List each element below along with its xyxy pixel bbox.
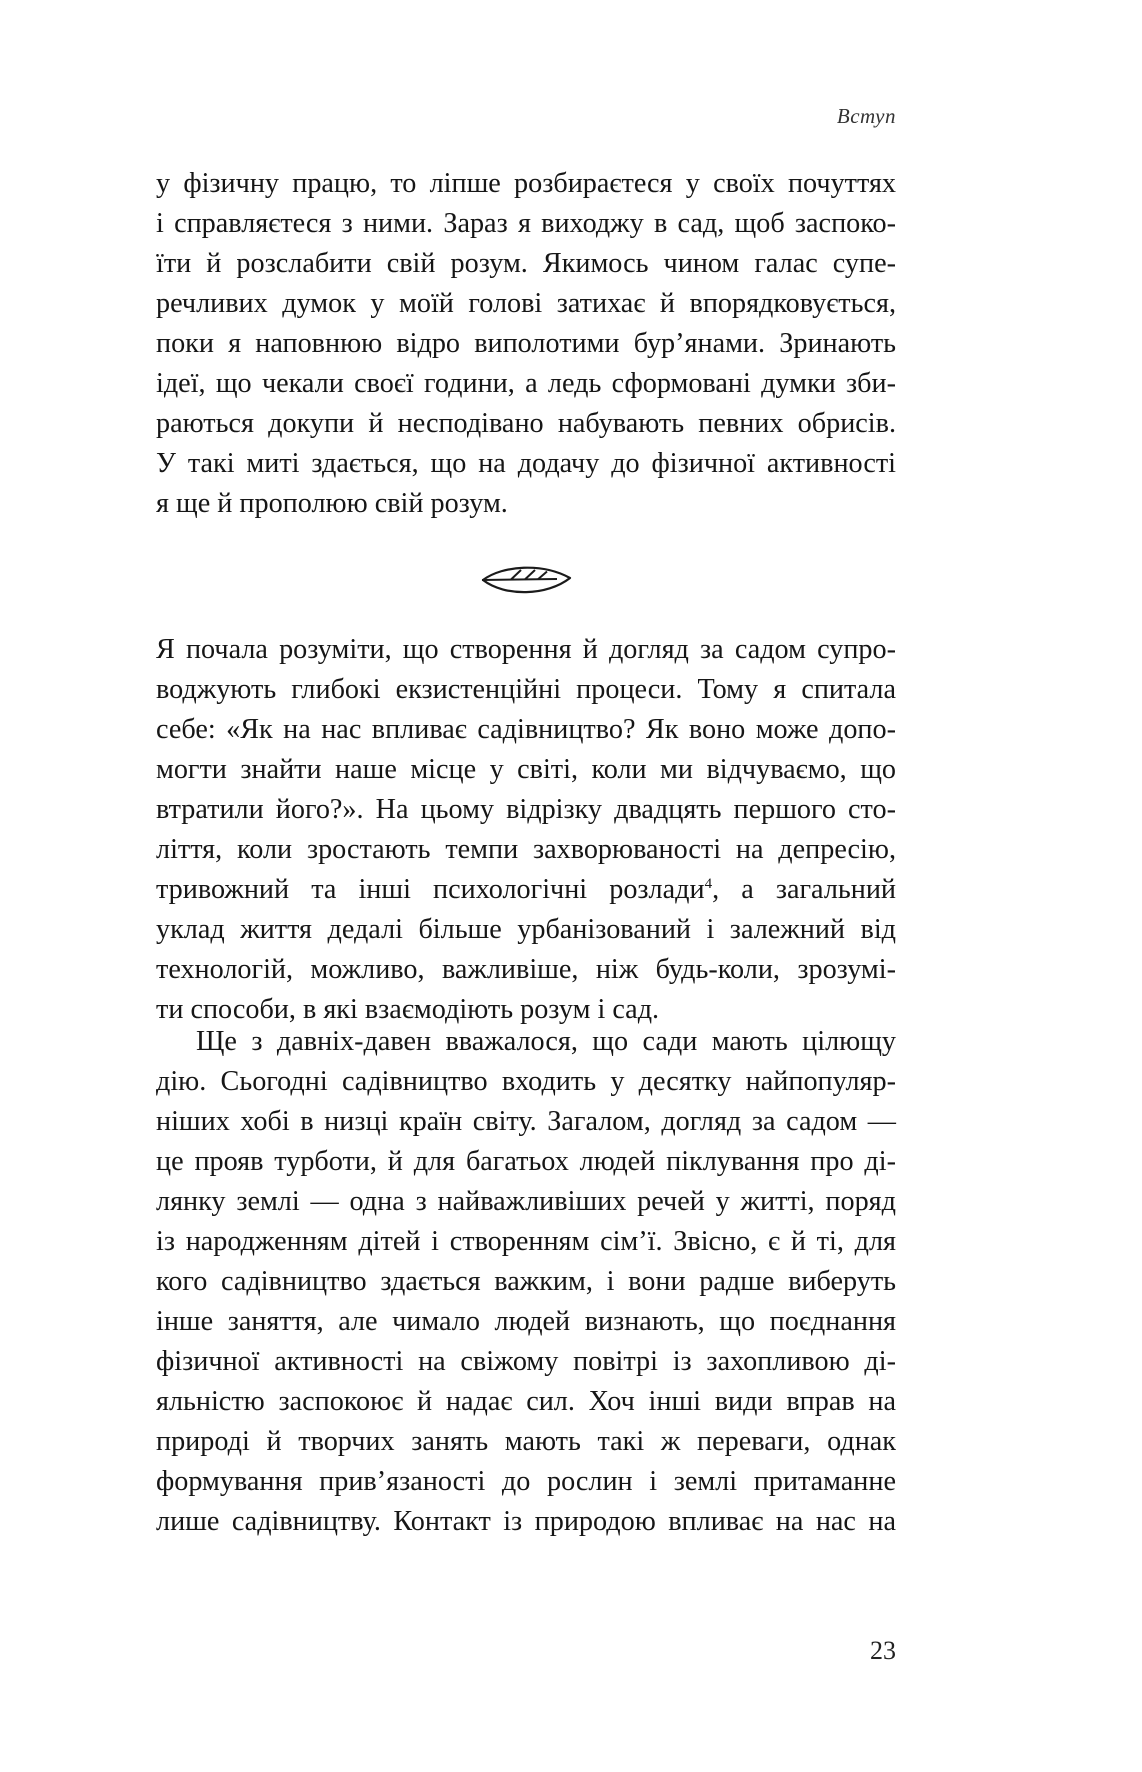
text-line: речливих думок у моїй голові затихає й впорядковується, (156, 288, 896, 319)
text-line: природі й творчих занять мають такі ж переваги, однак (156, 1426, 896, 1457)
text-line: себе: «Як на нас впливає садівництво? Як воно може допо- (156, 714, 896, 745)
text-line: лянку землі — одна з найважливіших речей у житті, поряд (156, 1186, 896, 1217)
paragraph-three (156, 1022, 896, 1542)
text-line: формування прив’язаності до рослин і землі притаманне (156, 1466, 896, 1497)
text-line: у фізичну працю, то ліпше розбираєтеся у своїх почуттях (156, 168, 896, 199)
text-line: У такі миті здається, що на додачу до фізичної активності (156, 448, 896, 479)
text-line: ліття, коли зростають темпи захворюваності на депресію, (156, 834, 896, 865)
text-line: втратили його?». На цьому відрізку двадцять першого сто- (156, 794, 896, 825)
text-fragment: , а загальний (712, 874, 896, 905)
text-line: яльністю заспокоює й надає сил. Хоч інші види вправ на (156, 1386, 896, 1417)
text-line: ти способи, в які взаємодіють розум і сад. (156, 994, 660, 1025)
text-line: Я почала розуміти, що створення й догляд за садом супро- (156, 634, 896, 665)
text-line: раються докупи й несподівано набувають певних обрисів. (156, 408, 896, 439)
text-line: фізичної активності на свіжому повітрі із захопливою ді- (156, 1346, 896, 1377)
text-line: поки я наповнюю відро виполотими бур’янами. Зринають (156, 328, 896, 359)
text-line: із народженням дітей і створенням сім’ї. Звісно, є й ті, для (156, 1226, 896, 1257)
text-line: я ще й прополюю свій розум. (156, 488, 508, 519)
paragraph-two (156, 630, 896, 1030)
paragraph-continued (156, 164, 896, 524)
text-fragment: тривожний та інші психологічні розлади (156, 874, 705, 905)
footnote-reference[interactable]: 4 (704, 876, 713, 892)
text-line: інше заняття, але чимало людей визнають, що поєднання (156, 1306, 896, 1337)
text-line: і справляєтеся з ними. Зараз я виходжу в сад, щоб заспоко- (156, 208, 896, 239)
text-line: уклад життя дедалі більше урбанізований і залежний від (156, 914, 896, 945)
text-line: могти знайти наше місце у світі, коли ми відчуваємо, що (156, 754, 896, 785)
text-line: це прояв турботи, й для багатьох людей піклування про ді- (156, 1146, 896, 1177)
text-line: ніших хобі в низці країн світу. Загалом, догляд за садом — (156, 1106, 896, 1137)
text-line: їти й розслабити свій розум. Якимось чином галас супе- (156, 248, 896, 279)
text-line: Ще з давніх-давен вважалося, що сади мають цілющу (196, 1026, 896, 1057)
text-line: технологій, можливо, важливіше, ніж будь-коли, зрозумі- (156, 954, 896, 985)
running-head: Вступ (836, 104, 896, 128)
page-number: 23 (870, 1636, 896, 1665)
text-line: воджують глибокі екзистенційні процеси. Тому я спитала (156, 674, 896, 705)
text-line-with-footnote (156, 870, 896, 910)
leaf-icon (481, 562, 573, 598)
text-line: лише садівництву. Контакт із природою впливає на нас на (156, 1506, 896, 1537)
text-line: кого садівництво здається важким, і вони радше виберуть (156, 1266, 896, 1297)
text-line: дію. Сьогодні садівництво входить у десятку найпопуляр- (156, 1066, 896, 1097)
text-line: ідеї, що чекали своєї години, а ледь сформовані думки зби- (156, 368, 896, 399)
